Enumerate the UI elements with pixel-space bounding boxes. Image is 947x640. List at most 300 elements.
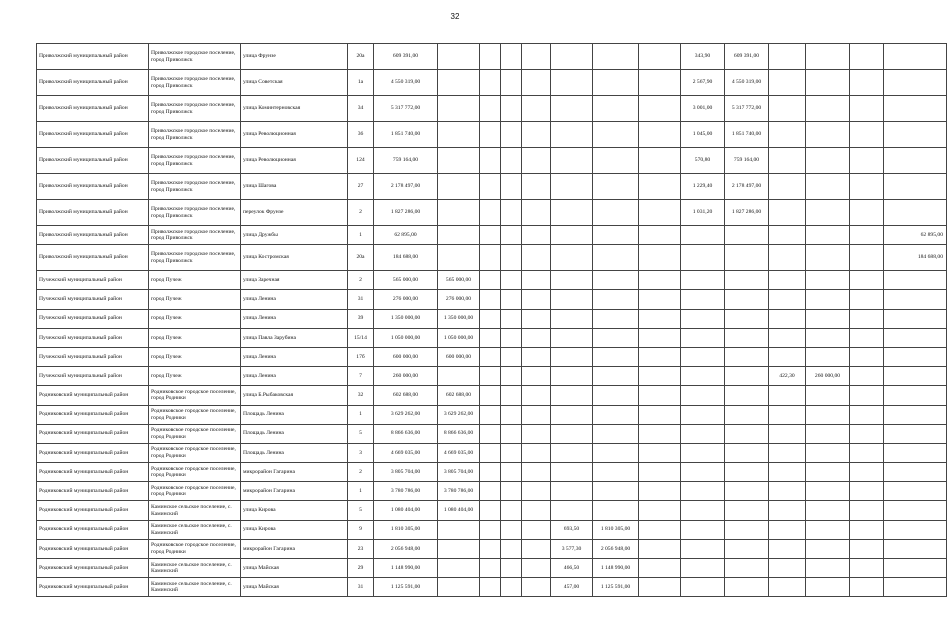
total-cost-cell: 1 810 305,00: [374, 520, 438, 539]
amount-cell: [501, 463, 522, 482]
amount-cell: 4 669 035,00: [438, 443, 480, 462]
total-cost-cell: 4 669 035,00: [374, 443, 438, 462]
house-number-cell: 5: [348, 424, 374, 443]
amount-cell: [501, 482, 522, 501]
amount-cell: [850, 539, 884, 558]
district-cell: Приволжский муниципальный район: [37, 96, 149, 122]
district-cell: Родниковский муниципальный район: [37, 424, 149, 443]
total-cost-cell: 2 056 948,00: [374, 539, 438, 558]
amount-cell: [501, 309, 522, 328]
amount-cell: [850, 328, 884, 347]
amount-cell: [639, 443, 681, 462]
settlement-cell: Приволжское городское поселение, город Приволжск: [149, 174, 241, 200]
amount-cell: [884, 424, 947, 443]
amount-cell: 1 125 591,00: [593, 578, 639, 597]
table-row: [37, 309, 947, 328]
amount-cell: [884, 367, 947, 386]
district-cell: Приволжский муниципальный район: [37, 174, 149, 200]
amount-cell: [639, 347, 681, 366]
amount-cell: [593, 501, 639, 520]
amount-cell: [501, 96, 522, 122]
amount-cell: [501, 245, 522, 271]
amount-cell: [806, 328, 850, 347]
amount-cell: [593, 122, 639, 148]
area-cell: [681, 424, 725, 443]
amount-cell: 4 550 319,00: [725, 70, 769, 96]
house-number-cell: 2: [348, 200, 374, 226]
house-number-cell: 124: [348, 148, 374, 174]
amount-cell: [480, 386, 501, 405]
amount-cell: [438, 578, 480, 597]
amount-cell: [522, 271, 551, 290]
amount-cell: [593, 309, 639, 328]
amount-cell: 600 000,00: [438, 347, 480, 366]
amount-cell: [522, 290, 551, 309]
amount-cell: [501, 226, 522, 245]
area-cell: [769, 405, 806, 424]
area-cell: 466,50: [551, 559, 593, 578]
amount-cell: 1 050 000,00: [438, 328, 480, 347]
area-cell: 2 567,90: [681, 70, 725, 96]
house-number-cell: 5: [348, 501, 374, 520]
amount-cell: [884, 559, 947, 578]
street-cell: улица Революционная: [241, 122, 348, 148]
amount-cell: [593, 405, 639, 424]
amount-cell: [480, 200, 501, 226]
amount-cell: [806, 347, 850, 366]
total-cost-cell: 609 391,00: [374, 44, 438, 70]
total-cost-cell: 2 178 497,00: [374, 174, 438, 200]
street-cell: улица Майская: [241, 578, 348, 597]
amount-cell: [639, 245, 681, 271]
amount-cell: [522, 328, 551, 347]
amount-cell: [725, 578, 769, 597]
amount-cell: [480, 463, 501, 482]
table-row: [37, 578, 947, 597]
area-cell: [551, 347, 593, 366]
amount-cell: [593, 290, 639, 309]
amount-cell: [438, 200, 480, 226]
amount-cell: 1 350 000,00: [438, 309, 480, 328]
amount-cell: [501, 174, 522, 200]
amount-cell: [639, 424, 681, 443]
amount-cell: [522, 559, 551, 578]
area-cell: [681, 386, 725, 405]
total-cost-cell: 600 000,00: [374, 347, 438, 366]
district-cell: Пучежский муниципальный район: [37, 309, 149, 328]
house-number-cell: 15/14: [348, 328, 374, 347]
street-cell: улица Кирова: [241, 520, 348, 539]
total-cost-cell: 1 827 286,00: [374, 200, 438, 226]
amount-cell: [806, 226, 850, 245]
area-cell: [551, 424, 593, 443]
amount-cell: [725, 539, 769, 558]
settlement-cell: Родниковское городское поселение, город Родники: [149, 424, 241, 443]
house-number-cell: 31: [348, 290, 374, 309]
amount-cell: [850, 463, 884, 482]
district-cell: Приволжский муниципальный район: [37, 226, 149, 245]
amount-cell: [522, 386, 551, 405]
street-cell: улица Ленина: [241, 347, 348, 366]
amount-cell: [850, 520, 884, 539]
amount-cell: [725, 559, 769, 578]
street-cell: улица Майская: [241, 559, 348, 578]
total-cost-cell: 1 350 000,00: [374, 309, 438, 328]
settlement-cell: город Пучеж: [149, 271, 241, 290]
table-row: [37, 520, 947, 539]
amount-cell: [522, 309, 551, 328]
amount-cell: 1 810 305,00: [593, 520, 639, 539]
street-cell: улица Революционная: [241, 148, 348, 174]
amount-cell: [480, 245, 501, 271]
area-cell: [551, 148, 593, 174]
street-cell: Площадь Ленина: [241, 424, 348, 443]
amount-cell: [438, 174, 480, 200]
area-cell: [769, 290, 806, 309]
table-row: [37, 443, 947, 462]
amount-cell: [639, 578, 681, 597]
amount-cell: [522, 96, 551, 122]
settlement-cell: Каминское сельское поселение, с. Каминский: [149, 578, 241, 597]
registry-body: [37, 44, 947, 597]
amount-cell: [806, 174, 850, 200]
amount-cell: 276 000,00: [438, 290, 480, 309]
total-cost-cell: 1 125 591,00: [374, 578, 438, 597]
area-cell: 1 031,20: [681, 200, 725, 226]
settlement-cell: Каминское сельское поселение, с. Каминский: [149, 559, 241, 578]
area-cell: [769, 482, 806, 501]
amount-cell: [501, 200, 522, 226]
table-row: [37, 424, 947, 443]
amount-cell: 5 317 772,00: [725, 96, 769, 122]
amount-cell: [806, 463, 850, 482]
area-cell: [769, 271, 806, 290]
amount-cell: [850, 44, 884, 70]
area-cell: 1 045,00: [681, 122, 725, 148]
table-row: [37, 96, 947, 122]
house-number-cell: 1: [348, 405, 374, 424]
amount-cell: [593, 96, 639, 122]
amount-cell: [725, 226, 769, 245]
amount-cell: [806, 44, 850, 70]
amount-cell: [593, 245, 639, 271]
street-cell: улица Дружбы: [241, 226, 348, 245]
settlement-cell: Приволжское городское поселение, город Приволжск: [149, 44, 241, 70]
table-row: [37, 245, 947, 271]
area-cell: [681, 271, 725, 290]
amount-cell: [639, 539, 681, 558]
amount-cell: [639, 520, 681, 539]
amount-cell: [884, 501, 947, 520]
area-cell: [769, 309, 806, 328]
amount-cell: [501, 122, 522, 148]
street-cell: улица Шагова: [241, 174, 348, 200]
area-cell: [551, 328, 593, 347]
amount-cell: [480, 578, 501, 597]
area-cell: [769, 501, 806, 520]
district-cell: Пучежский муниципальный район: [37, 328, 149, 347]
amount-cell: [593, 174, 639, 200]
amount-cell: [806, 245, 850, 271]
amount-cell: [850, 443, 884, 462]
table-row: [37, 347, 947, 366]
amount-cell: [593, 424, 639, 443]
amount-cell: 62 895,00: [884, 226, 947, 245]
amount-cell: [850, 96, 884, 122]
amount-cell: [593, 347, 639, 366]
district-cell: Родниковский муниципальный район: [37, 520, 149, 539]
amount-cell: 2 178 497,00: [725, 174, 769, 200]
area-cell: [681, 245, 725, 271]
amount-cell: [850, 347, 884, 366]
amount-cell: [501, 347, 522, 366]
area-cell: [551, 70, 593, 96]
amount-cell: [850, 271, 884, 290]
amount-cell: [639, 367, 681, 386]
amount-cell: 1 851 740,00: [725, 122, 769, 148]
amount-cell: [806, 70, 850, 96]
amount-cell: [884, 386, 947, 405]
amount-cell: [480, 122, 501, 148]
total-cost-cell: 184 688,00: [374, 245, 438, 271]
amount-cell: [884, 482, 947, 501]
amount-cell: [438, 245, 480, 271]
amount-cell: [850, 559, 884, 578]
house-number-cell: 2: [348, 271, 374, 290]
amount-cell: [850, 309, 884, 328]
amount-cell: 260 000,00: [806, 367, 850, 386]
house-number-cell: 17б: [348, 347, 374, 366]
amount-cell: [725, 520, 769, 539]
area-cell: [769, 578, 806, 597]
amount-cell: [501, 44, 522, 70]
amount-cell: [725, 501, 769, 520]
area-cell: 3 001,00: [681, 96, 725, 122]
registry-table: [36, 43, 947, 597]
settlement-cell: город Пучеж: [149, 347, 241, 366]
amount-cell: [884, 347, 947, 366]
amount-cell: [522, 200, 551, 226]
amount-cell: 3 780 786,00: [438, 482, 480, 501]
amount-cell: [522, 405, 551, 424]
street-cell: улица Фрунзе: [241, 44, 348, 70]
area-cell: [681, 347, 725, 366]
area-cell: [769, 559, 806, 578]
amount-cell: [884, 309, 947, 328]
amount-cell: [806, 520, 850, 539]
amount-cell: [884, 122, 947, 148]
amount-cell: [480, 347, 501, 366]
street-cell: улица Ленина: [241, 367, 348, 386]
amount-cell: [639, 96, 681, 122]
amount-cell: 3 805 704,00: [438, 463, 480, 482]
amount-cell: [725, 463, 769, 482]
amount-cell: 8 866 636,00: [438, 424, 480, 443]
area-cell: [551, 200, 593, 226]
district-cell: Родниковский муниципальный район: [37, 482, 149, 501]
table-row: [37, 148, 947, 174]
table-row: [37, 386, 947, 405]
table-row: [37, 367, 947, 386]
area-cell: [681, 290, 725, 309]
amount-cell: [639, 405, 681, 424]
house-number-cell: 1а: [348, 70, 374, 96]
amount-cell: [522, 424, 551, 443]
amount-cell: [806, 309, 850, 328]
amount-cell: [639, 328, 681, 347]
house-number-cell: 27: [348, 174, 374, 200]
amount-cell: [593, 386, 639, 405]
amount-cell: [501, 443, 522, 462]
amount-cell: [884, 148, 947, 174]
amount-cell: [639, 122, 681, 148]
area-cell: 422,30: [769, 367, 806, 386]
amount-cell: [884, 174, 947, 200]
amount-cell: 1 827 286,00: [725, 200, 769, 226]
table-row: [37, 501, 947, 520]
area-cell: [551, 271, 593, 290]
area-cell: 1 229,40: [681, 174, 725, 200]
area-cell: [769, 200, 806, 226]
amount-cell: [806, 559, 850, 578]
area-cell: [769, 520, 806, 539]
table-row: [37, 482, 947, 501]
amount-cell: [593, 443, 639, 462]
street-cell: улица Павла Зарубина: [241, 328, 348, 347]
amount-cell: [850, 424, 884, 443]
area-cell: [769, 328, 806, 347]
settlement-cell: Каминское сельское поселение, с. Каминский: [149, 520, 241, 539]
amount-cell: [850, 482, 884, 501]
amount-cell: [522, 148, 551, 174]
house-number-cell: 1: [348, 226, 374, 245]
total-cost-cell: 759 164,00: [374, 148, 438, 174]
amount-cell: [438, 122, 480, 148]
settlement-cell: Приволжское городское поселение, город Приволжск: [149, 200, 241, 226]
district-cell: Приволжский муниципальный район: [37, 148, 149, 174]
house-number-cell: 1: [348, 482, 374, 501]
amount-cell: [522, 367, 551, 386]
house-number-cell: 9: [348, 520, 374, 539]
amount-cell: [725, 347, 769, 366]
district-cell: Пучежский муниципальный район: [37, 271, 149, 290]
house-number-cell: 29: [348, 559, 374, 578]
amount-cell: 759 164,00: [725, 148, 769, 174]
district-cell: Пучежский муниципальный район: [37, 290, 149, 309]
amount-cell: [884, 70, 947, 96]
amount-cell: 184 688,00: [884, 245, 947, 271]
amount-cell: [480, 501, 501, 520]
amount-cell: [639, 148, 681, 174]
street-cell: улица Заречная: [241, 271, 348, 290]
amount-cell: [480, 328, 501, 347]
street-cell: улица Б.Рыбаковская: [241, 386, 348, 405]
amount-cell: [884, 463, 947, 482]
amount-cell: 3 629 262,00: [438, 405, 480, 424]
district-cell: Родниковский муниципальный район: [37, 501, 149, 520]
settlement-cell: город Пучеж: [149, 309, 241, 328]
amount-cell: [806, 424, 850, 443]
settlement-cell: Родниковское городское поселение, город Родники: [149, 405, 241, 424]
street-cell: улица Ленина: [241, 290, 348, 309]
amount-cell: [639, 482, 681, 501]
area-cell: [551, 245, 593, 271]
amount-cell: [522, 44, 551, 70]
amount-cell: 609 391,00: [725, 44, 769, 70]
amount-cell: [438, 559, 480, 578]
amount-cell: [522, 443, 551, 462]
house-number-cell: 36: [348, 122, 374, 148]
total-cost-cell: 260 000,00: [374, 367, 438, 386]
area-cell: [681, 578, 725, 597]
amount-cell: [438, 70, 480, 96]
area-cell: [769, 539, 806, 558]
amount-cell: [593, 70, 639, 96]
amount-cell: [480, 443, 501, 462]
amount-cell: [438, 539, 480, 558]
amount-cell: [806, 482, 850, 501]
amount-cell: [639, 290, 681, 309]
settlement-cell: Родниковское городское поселение, город Родники: [149, 482, 241, 501]
district-cell: Родниковский муниципальный район: [37, 578, 149, 597]
amount-cell: [639, 559, 681, 578]
district-cell: Приволжский муниципальный район: [37, 200, 149, 226]
settlement-cell: Приволжское городское поселение, город Приволжск: [149, 148, 241, 174]
amount-cell: [480, 148, 501, 174]
total-cost-cell: 565 000,00: [374, 271, 438, 290]
amount-cell: [850, 405, 884, 424]
table-row: [37, 539, 947, 558]
area-cell: [551, 405, 593, 424]
area-cell: [681, 520, 725, 539]
district-cell: Приволжский муниципальный район: [37, 245, 149, 271]
area-cell: [551, 386, 593, 405]
amount-cell: [438, 520, 480, 539]
settlement-cell: Родниковское городское поселение, город Родники: [149, 539, 241, 558]
amount-cell: [725, 245, 769, 271]
area-cell: [769, 463, 806, 482]
total-cost-cell: 602 688,00: [374, 386, 438, 405]
amount-cell: [522, 226, 551, 245]
total-cost-cell: 1 148 990,00: [374, 559, 438, 578]
table-row: [37, 559, 947, 578]
settlement-cell: Родниковское городское поселение, город Родники: [149, 463, 241, 482]
amount-cell: [806, 501, 850, 520]
total-cost-cell: 62 895,00: [374, 226, 438, 245]
amount-cell: [806, 290, 850, 309]
amount-cell: [884, 520, 947, 539]
street-cell: Площадь Ленина: [241, 405, 348, 424]
amount-cell: [438, 96, 480, 122]
area-cell: [551, 96, 593, 122]
settlement-cell: Приволжское городское поселение, город Приволжск: [149, 96, 241, 122]
area-cell: [681, 443, 725, 462]
amount-cell: [480, 367, 501, 386]
area-cell: 693,50: [551, 520, 593, 539]
amount-cell: [850, 122, 884, 148]
amount-cell: [884, 578, 947, 597]
amount-cell: 565 000,00: [438, 271, 480, 290]
table-row: [37, 226, 947, 245]
street-cell: микрорайон Гагарина: [241, 482, 348, 501]
table-row: [37, 463, 947, 482]
amount-cell: [480, 226, 501, 245]
table-row: [37, 200, 947, 226]
table-row: [37, 271, 947, 290]
amount-cell: [480, 539, 501, 558]
total-cost-cell: 4 550 319,00: [374, 70, 438, 96]
street-cell: улица Кирова: [241, 501, 348, 520]
